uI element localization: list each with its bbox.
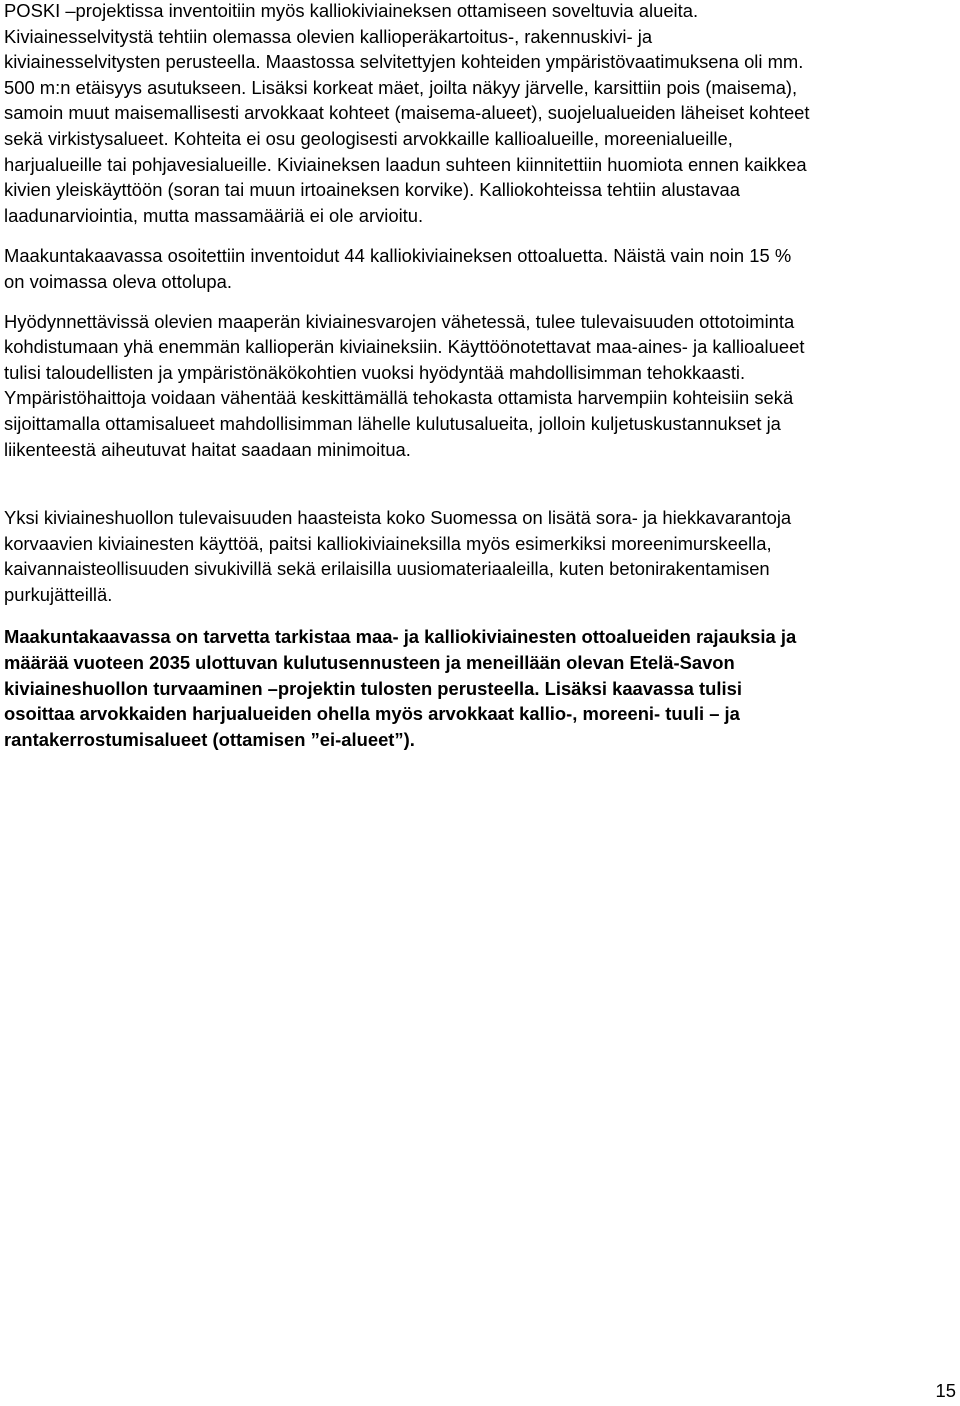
paragraph-future-challenges: Yksi kiviaineshuollon tulevaisuuden haasteista koko Suomessa on lisätä sora- ja hiekkavarantoja korvaavien kiviainesten käyttöä, paitsi kalliokiviaineksilla myös esimerkiksi moreenimurskeella, kaivannaisteollisuuden sivukivillä sekä erilaisilla uusiomateriaaleilla, kuten betonirakentamisen purkujätteillä. [4, 507, 792, 605]
paragraph-regional-plan-areas: Maakuntakaavassa osoitettiin inventoidut 44 kalliokiviaineksen ottoaluetta. Näistä vain noin 15 % on voimassa oleva ottolupa. [4, 245, 792, 292]
paragraph-utilization: Hyödynnettävissä olevien maaperän kiviainesvarojen vähetessä, tulee tulevaisuuden ottotoiminta kohdistumaan yhä enemmän kallioperän kiviaineksiin. Käyttöönotettavat maa-aines- ja kallioalueet tulisi taloudellisten ja ympäristönäkökohtien vuoksi hyödyntää mahdollisimman tehokkaasti. Ympäristöhaittoja voidaan vähentää keskittämällä tehokasta ottamista harvempiin kohteisiin sekä sijoittamalla ottamisalueet mahdollisimman lähelle kulutusalueita, jolloin kuljetuskustannukset ja liikenteestä aiheutuvat haitat saadaan minimoitua. [4, 310, 805, 460]
paragraph-poski-inventory: POSKI –projektissa inventoitiin myös kalliokiviaineksen ottamiseen soveltuvia alueita. Kiviainesselvitystä tehtiin olemassa olevien kallioperäkartoitus-, rakennuskivi- ja kiviainesselvitysten perusteella. Maastossa selvitettyjen kohteiden ympäristövaatimuksena oli mm. 500 m:n etäisyys asutukseen. Lisäksi korkeat mäet, joilta näkyy järvelle, karsittiin pois (maisema), samoin muut maisemallisesti arvokkaat kohteet (maisema-alueet), suojelualueiden läheiset kohteet sekä virkistysalueet. Kohteita ei osu geologisesti arvokkaille kallioalueille, moreenialueille, harjualueille tai pohjavesialueille. Kiviaineksen laadun suhteen kiinnitettiin huomiota ennen kaikkea kivien yleiskäyttöön (soran tai muun irtoaineksen korvike). Kalliokohteissa tehtiin alustavaa laadunarviointia, mutta massamääriä ei ole arvioitu. [4, 0, 810, 226]
paragraph-plan-revision: Maakuntakaavassa on tarvetta tarkistaa maa- ja kalliokiviainesten ottoalueiden rajauksia ja määrää vuoteen 2035 ulottuvan kulutusennusteen ja meneillään olevan Etelä-Savon kiviaineshuollon turvaaminen –projektin tulosten perusteella. Lisäksi kaavassa tulisi osoittaa arvokkaiden harjualueiden ohella myös arvokkaat kallio-, moreeni- tuuli – ja rantakerrostumisalueet (ottamisen ”ei-alueet”). [4, 626, 797, 750]
page-number: 15 [935, 1380, 956, 1401]
document-page [4, 0, 956, 752]
